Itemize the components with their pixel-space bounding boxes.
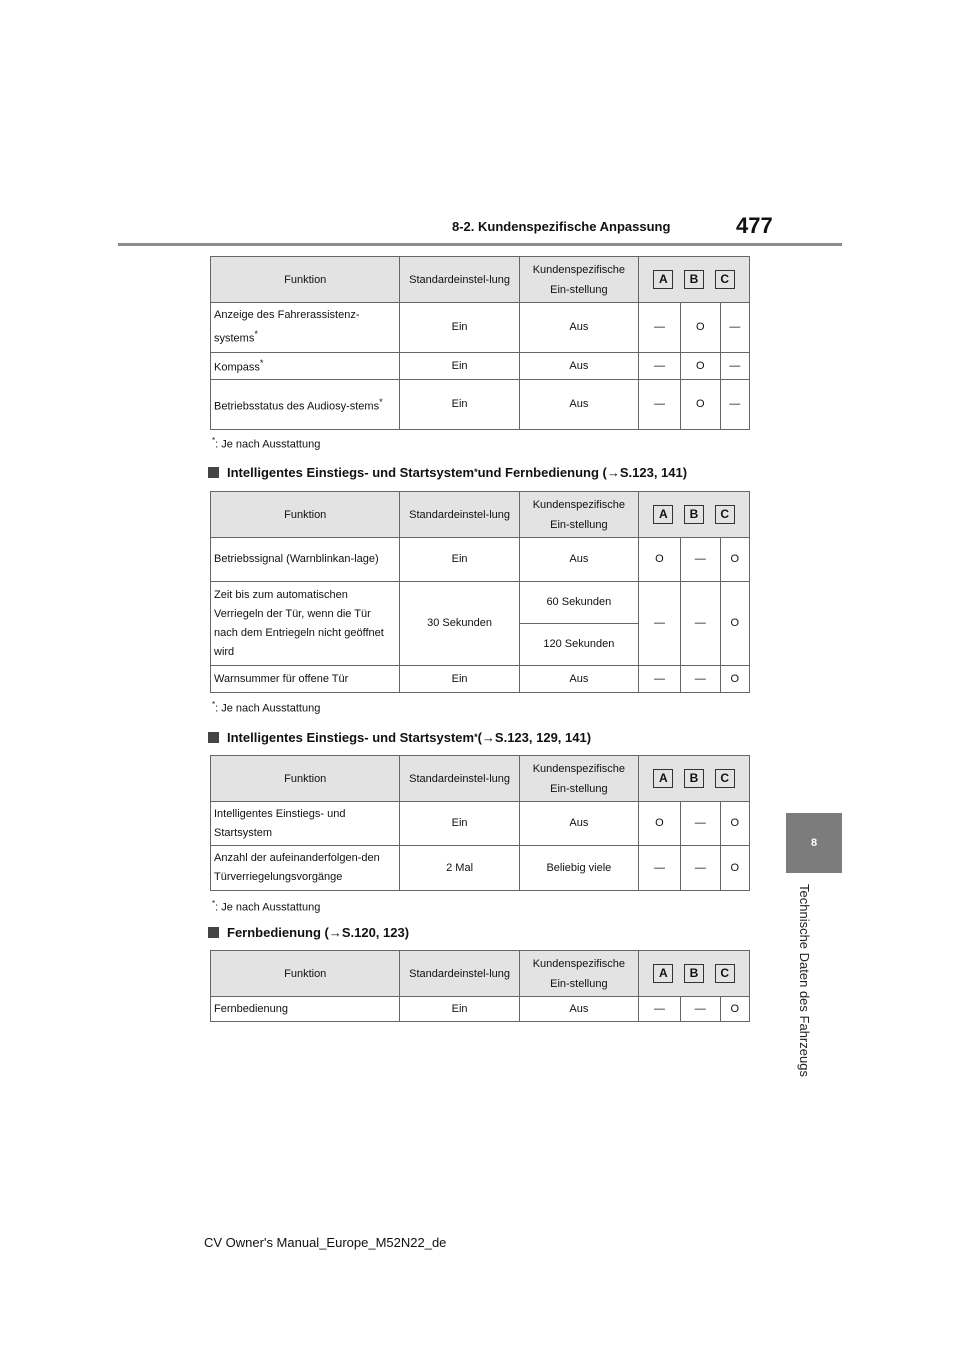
- chapter-tab[interactable]: 8: [786, 813, 842, 873]
- letter-c-box: C: [715, 270, 735, 289]
- cell-standard: Ein: [400, 802, 519, 846]
- cell-c: O: [720, 582, 749, 666]
- col-header-custom: Kundenspezifische Ein-stellung: [519, 951, 638, 997]
- table-row: [211, 353, 750, 380]
- cell-funktion: Betriebsstatus des Audiosy-stems*: [211, 380, 400, 430]
- table-smart-entry: [210, 755, 750, 891]
- letter-c-box: C: [715, 964, 735, 983]
- chapter-side-title: Technische Daten des Fahrzeugs: [797, 884, 812, 1077]
- cell-b: —: [680, 538, 720, 582]
- letter-c-box: C: [715, 505, 735, 524]
- cell-a: —: [639, 303, 681, 353]
- cell-custom: Aus: [519, 666, 638, 693]
- cell-a: —: [639, 353, 681, 380]
- cell-a: O: [639, 538, 681, 582]
- cell-b: —: [680, 846, 720, 891]
- col-header-standard: Standardeinstel-lung: [400, 492, 519, 538]
- col-header-abc: [639, 257, 750, 303]
- bullet-square-icon: [208, 732, 219, 743]
- letter-a-box: A: [653, 769, 673, 788]
- cell-b: O: [680, 303, 720, 353]
- letter-b-box: B: [684, 964, 704, 983]
- cell-funktion: Betriebssignal (Warnblinkan-lage): [211, 538, 400, 582]
- section-title: Fernbedienung (→S.120, 123): [208, 922, 768, 942]
- cell-b: O: [680, 353, 720, 380]
- cell-funktion: Fernbedienung: [211, 997, 400, 1022]
- cell-standard: Ein: [400, 538, 519, 582]
- cell-standard: Ein: [400, 303, 519, 353]
- cell-b: —: [680, 582, 720, 666]
- footnote: *: Je nach Ausstattung: [212, 700, 321, 715]
- letter-a-box: A: [653, 964, 673, 983]
- letter-b-box: B: [684, 769, 704, 788]
- bullet-square-icon: [208, 467, 219, 478]
- cell-funktion: Intelligentes Einstiegs- und Startsystem: [211, 802, 400, 846]
- cell-a: —: [639, 666, 681, 693]
- cell-custom: 60 Sekunden: [519, 582, 638, 624]
- col-header-funktion: Funktion: [211, 257, 400, 303]
- cell-custom: Beliebig viele: [519, 846, 638, 891]
- col-header-custom: Kundenspezifische Ein-stellung: [519, 257, 638, 303]
- cell-a: —: [639, 582, 681, 666]
- letter-a-box: A: [653, 270, 673, 289]
- cell-custom: Aus: [519, 802, 638, 846]
- cell-funktion: Zeit bis zum automatischen Verriegeln der Tür, wenn die Tür nach dem Entriegeln nicht geöffnet wird: [211, 582, 400, 666]
- section-title: Intelligentes Einstiegs- und Startsystem * und Fernbedienung (→S.123, 141): [208, 462, 768, 482]
- col-header-custom: Kundenspezifische Ein-stellung: [519, 756, 638, 802]
- col-header-funktion: Funktion: [211, 492, 400, 538]
- cell-b: O: [680, 380, 720, 430]
- cell-custom: Aus: [519, 538, 638, 582]
- cell-a: —: [639, 380, 681, 430]
- cell-a: O: [639, 802, 681, 846]
- table-row: [211, 582, 750, 624]
- header-rule: [118, 243, 842, 246]
- col-header-standard: Standardeinstel-lung: [400, 756, 519, 802]
- cell-custom: 120 Sekunden: [519, 624, 638, 666]
- cell-standard: Ein: [400, 380, 519, 430]
- table-row: [211, 802, 750, 846]
- table-remote-control: [210, 950, 750, 1022]
- cell-standard: 2 Mal: [400, 846, 519, 891]
- section-header-title: 8-2. Kundenspezifische Anpassung: [452, 219, 671, 234]
- cell-standard: Ein: [400, 997, 519, 1022]
- cell-c: O: [720, 666, 749, 693]
- col-header-abc: [639, 756, 750, 802]
- cell-b: —: [680, 802, 720, 846]
- cell-c: O: [720, 538, 749, 582]
- letter-c-box: C: [715, 769, 735, 788]
- cell-standard: Ein: [400, 353, 519, 380]
- footnote: *: Je nach Ausstattung: [212, 436, 321, 451]
- col-header-abc: [639, 951, 750, 997]
- col-header-funktion: Funktion: [211, 951, 400, 997]
- table-row: [211, 997, 750, 1022]
- cell-b: —: [680, 997, 720, 1022]
- cell-standard: 30 Sekunden: [400, 582, 519, 666]
- table-row: [211, 666, 750, 693]
- cell-custom: Aus: [519, 997, 638, 1022]
- footer-document-id: CV Owner's Manual_Europe_M52N22_de: [204, 1235, 447, 1250]
- col-header-custom: Kundenspezifische Ein-stellung: [519, 492, 638, 538]
- letter-a-box: A: [653, 505, 673, 524]
- cell-funktion: Warnsummer für offene Tür: [211, 666, 400, 693]
- cell-standard: Ein: [400, 666, 519, 693]
- cell-funktion: Anzahl der aufeinanderfolgen-den Türverriegelungsvorgänge: [211, 846, 400, 891]
- page-number: 477: [736, 213, 773, 238]
- cell-funktion: Kompass*: [211, 353, 400, 380]
- cell-custom: Aus: [519, 303, 638, 353]
- cell-c: —: [720, 303, 749, 353]
- table-entry-and-remote: [210, 491, 750, 693]
- cell-custom: Aus: [519, 380, 638, 430]
- section-title: Intelligentes Einstiegs- und Startsystem * (→S.123, 129, 141): [208, 727, 768, 747]
- cell-c: O: [720, 846, 749, 891]
- table-display-settings: [210, 256, 750, 430]
- cell-c: —: [720, 380, 749, 430]
- cell-c: —: [720, 353, 749, 380]
- table-row: [211, 538, 750, 582]
- footnote: *: Je nach Ausstattung: [212, 899, 321, 914]
- table-row: [211, 380, 750, 430]
- cell-custom: Aus: [519, 353, 638, 380]
- col-header-abc: [639, 492, 750, 538]
- letter-b-box: B: [684, 270, 704, 289]
- col-header-funktion: Funktion: [211, 756, 400, 802]
- table-row: [211, 846, 750, 891]
- cell-a: —: [639, 846, 681, 891]
- cell-c: O: [720, 997, 749, 1022]
- bullet-square-icon: [208, 927, 219, 938]
- cell-funktion: Anzeige des Fahrerassistenz-systems*: [211, 303, 400, 353]
- cell-b: —: [680, 666, 720, 693]
- col-header-standard: Standardeinstel-lung: [400, 951, 519, 997]
- col-header-standard: Standardeinstel-lung: [400, 257, 519, 303]
- cell-a: —: [639, 997, 681, 1022]
- letter-b-box: B: [684, 505, 704, 524]
- table-row: [211, 303, 750, 353]
- cell-c: O: [720, 802, 749, 846]
